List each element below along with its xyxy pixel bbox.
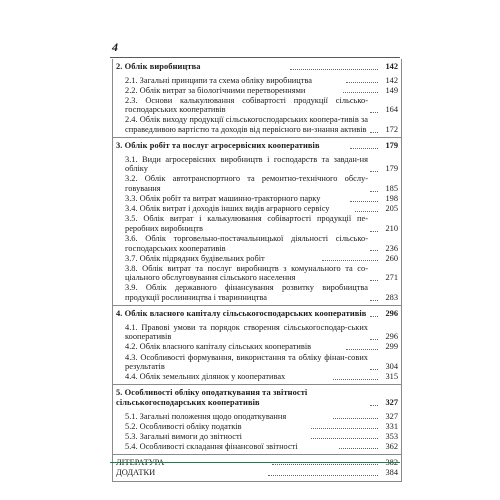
top-rule: [110, 57, 400, 58]
toc-item[interactable]: 5.2. Особливості обліку податків 331: [125, 421, 398, 431]
toc-item[interactable]: 2.2. Облік витрат за біологічними перетвореннями 149: [125, 85, 399, 95]
bottom-rule: [110, 462, 400, 463]
toc-item[interactable]: 3.2. Облік автотранспортного та ремонтно-технічного обслу-говування 185: [125, 174, 398, 194]
toc-item[interactable]: 4.4. Облік земельних ділянок у кооперативах 315: [125, 372, 398, 382]
toc-item[interactable]: 5.1. Загальні положення щодо оподаткування 327: [125, 411, 398, 421]
chapter-heading[interactable]: 3. Облік робіт та послуг агросервісних кооперативів 179: [116, 141, 398, 151]
toc-item[interactable]: 3.7. Облік підрядних будівельних робіт 260: [125, 253, 399, 263]
toc-item[interactable]: 3.3. Облік робіт та витрат машинно-тракторного парку 198: [125, 194, 398, 204]
toc-item[interactable]: 2.1. Загальні принципи та схема обліку виробництва 142: [125, 75, 398, 85]
toc-item[interactable]: 4.3. Особливості формування, використання та обліку фінан-сових результатів 304: [125, 352, 398, 372]
toc-item[interactable]: 4.1. Правові умови та порядок створення сільськогосподар-ських кооперативів 296: [125, 322, 398, 342]
chapter-heading[interactable]: 2. Облік виробництва 142: [116, 62, 398, 71]
toc-item[interactable]: 3.4. Облік витрат і доходів інших видів аграрного сервісу 205: [125, 204, 398, 214]
toc-section-2: [113, 59, 401, 138]
table-of-contents: [112, 59, 402, 482]
back-matter: [113, 455, 401, 482]
toc-item[interactable]: 5.3. Загальні вимоги до звітності 353: [125, 431, 399, 441]
toc-item[interactable]: 3.5. Облік витрат і калькулювання собівартості продукції пе-реробних виробництв 210: [125, 214, 398, 233]
toc-item[interactable]: 3.6. Облік торговельно-постачальницької діяльності сільсько-господарських кооперативів 236: [125, 234, 398, 253]
page-number: 4: [112, 40, 118, 54]
toc-item[interactable]: 3.1. Види агросервісних виробництв і господарств та завдан-ня обліку 179: [125, 154, 398, 174]
toc-appendices[interactable]: ДОДАТКИ 384: [116, 468, 398, 478]
toc-literature[interactable]: ЛІТЕРАТУРА 382: [116, 457, 398, 467]
toc-item[interactable]: 5.4. Особливості складання фінансової звітності 362: [125, 441, 399, 451]
toc-item[interactable]: 4.2. Облік власного капіталу сільських кооперативів 299: [125, 342, 398, 352]
chapter-heading[interactable]: 4. Облік власного капіталу сільськогосподарських кооперативів 296: [116, 309, 398, 319]
chapter-heading[interactable]: 5. Особливості обліку оподаткування та звітності сільськогосподарських кооперативів 327: [116, 388, 398, 407]
toc-section-5: [113, 385, 401, 455]
toc-item[interactable]: 3.9. Облік державного фінансування розвитку виробництва продукції рослинництва і тваринництва 283: [125, 283, 398, 303]
toc-item[interactable]: 2.4. Облік виходу продукції сільськогосподарських коопера-тивів за справедливою вартістю та доходів від первісного ви-знання активів 172: [125, 115, 398, 135]
toc-item[interactable]: 2.3. Основи калькулювання собівартості продукції сільсько-господарських кооперативів 164: [125, 95, 398, 115]
toc-item[interactable]: 3.8. Облік витрат та послуг виробництв з комунального та со-ціального обслуговування сільського населення 271: [125, 263, 398, 283]
toc-section-4: [113, 306, 401, 385]
toc-section-3: [113, 138, 401, 306]
